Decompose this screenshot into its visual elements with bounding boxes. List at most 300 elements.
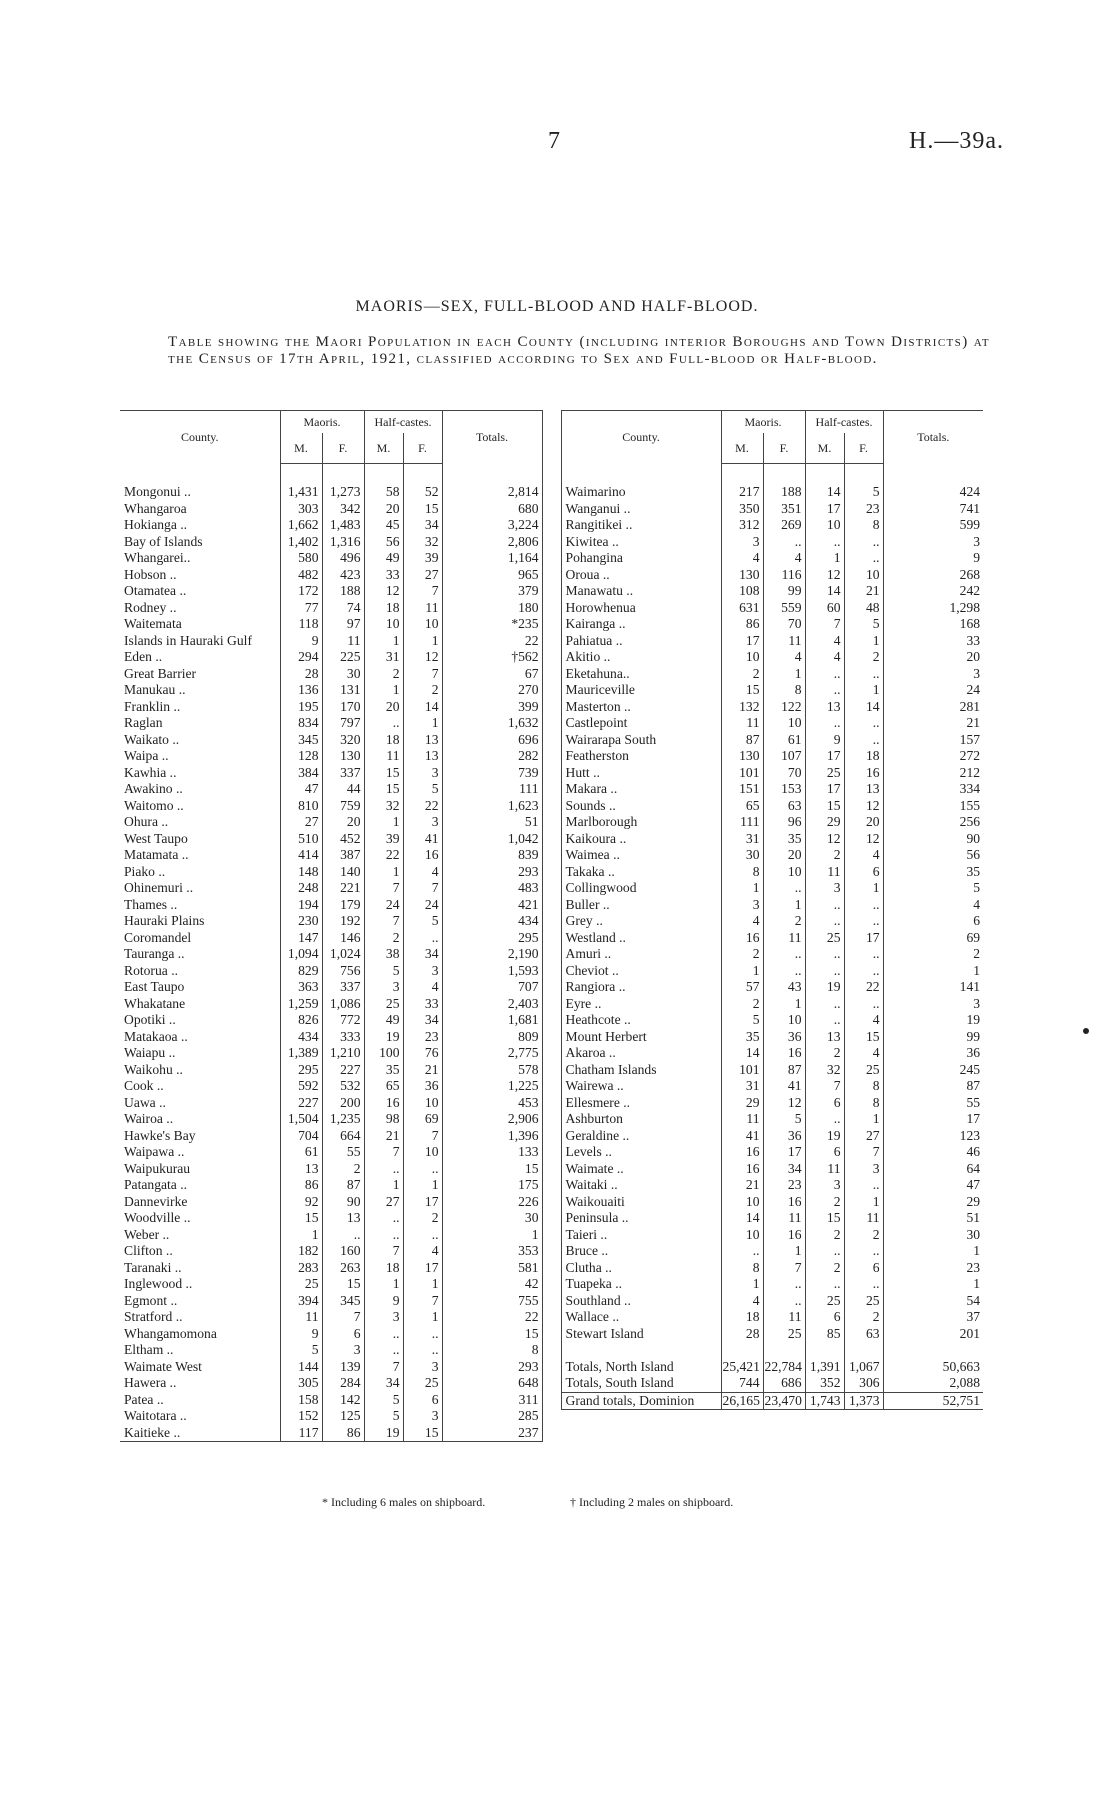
leader-dots	[699, 517, 721, 534]
half-m-cell: 9	[805, 732, 844, 749]
maoris-f-cell: 772	[322, 1012, 364, 1029]
maoris-f-cell: 333	[322, 1029, 364, 1046]
half-m-cell: 12	[364, 583, 403, 600]
maoris-m-cell: 283	[280, 1260, 322, 1277]
maoris-f-cell: 140	[322, 864, 364, 881]
maoris-m-cell: 2	[721, 996, 763, 1013]
maoris-f-cell: 11	[322, 633, 364, 650]
table-row	[120, 1161, 542, 1178]
table-row	[120, 682, 542, 699]
half-m-cell: 17	[805, 501, 844, 518]
half-f-cell: 7	[403, 1293, 442, 1310]
half-m-cell: 31	[364, 649, 403, 666]
maoris-m-cell: 345	[280, 732, 322, 749]
half-m-cell: 2	[805, 1194, 844, 1211]
half-m-cell: 5	[364, 963, 403, 980]
maoris-f-cell: 139	[322, 1359, 364, 1376]
maoris-m-cell: 5	[721, 1012, 763, 1029]
table-row	[120, 946, 542, 963]
maoris-f-cell: 188	[763, 484, 805, 501]
total-cell: 5	[973, 880, 981, 895]
half-m-cell: 18	[364, 1260, 403, 1277]
leader-dots	[699, 649, 721, 666]
table-row	[561, 517, 983, 534]
total-cell: 1	[973, 962, 981, 978]
maoris-m-cell: 3	[721, 897, 763, 914]
table-row	[561, 732, 983, 749]
maoris-f-cell: 1	[763, 897, 805, 914]
maoris-f-cell: 23	[763, 1177, 805, 1194]
leader-dots	[258, 814, 280, 831]
half-f-cell: ..	[844, 897, 883, 914]
total-cell: 578	[442, 1062, 542, 1079]
total-cell: 2,806	[442, 534, 542, 551]
leader-dots	[699, 567, 721, 584]
maoris-f-cell: 99	[763, 583, 805, 600]
total-cell: 6	[973, 913, 981, 928]
county-name: Hawke's Bay	[124, 1127, 196, 1143]
maoris-f-cell: 345	[322, 1293, 364, 1310]
north-island-totals-row	[561, 1359, 983, 1376]
maoris-m-cell: 31	[721, 831, 763, 848]
half-f-cell: 27	[844, 1128, 883, 1145]
county-name: Grey ..	[561, 913, 699, 930]
maoris-m-cell: 810	[280, 798, 322, 815]
total-cell: 54	[966, 1292, 981, 1308]
total-cell: 22	[442, 1309, 542, 1326]
county-name: Akitio ..	[561, 649, 699, 666]
leader-dots	[258, 1177, 280, 1194]
county-name: Eden ..	[124, 649, 163, 664]
half-f-header-right: F.	[844, 433, 883, 464]
maoris-m-cell: 77	[280, 600, 322, 617]
leader-dots	[699, 748, 721, 765]
half-m-cell: 11	[805, 1161, 844, 1178]
half-m-cell: 32	[805, 1062, 844, 1079]
leader-dots	[699, 1062, 721, 1079]
total-cell: 175	[442, 1177, 542, 1194]
county-name: Inglewood ..	[124, 1276, 193, 1291]
totals-header-right: Totals.	[883, 411, 983, 464]
table-row	[561, 1045, 983, 1062]
maoris-f-cell: ..	[763, 880, 805, 897]
half-m-cell: 98	[364, 1111, 403, 1128]
half-m-cell: 2	[805, 847, 844, 864]
leader-dots	[258, 798, 280, 815]
maoris-m-cell: 61	[280, 1144, 322, 1161]
half-f-cell: 1	[844, 880, 883, 897]
leader-dots	[258, 517, 280, 534]
county-name: Waimarino	[561, 484, 699, 501]
table-row	[120, 1029, 542, 1046]
half-m-cell: 7	[364, 913, 403, 930]
half-m-cell: 18	[364, 732, 403, 749]
leader-dots	[258, 1260, 280, 1277]
document-reference: H.—39a.	[909, 128, 1004, 154]
maoris-m-cell: 14	[721, 1045, 763, 1062]
half-f-cell: 36	[403, 1078, 442, 1095]
maoris-f-cell: 1,273	[322, 484, 364, 501]
table-row	[120, 501, 542, 518]
maoris-m-cell: 4	[721, 913, 763, 930]
half-m-cell: 15	[805, 798, 844, 815]
maoris-m-cell: 510	[280, 831, 322, 848]
table-row	[120, 1210, 542, 1227]
table-row	[561, 847, 983, 864]
maoris-m-cell: 829	[280, 963, 322, 980]
table-row	[120, 1276, 542, 1293]
leader-dots	[258, 1128, 280, 1145]
half-f-cell: 10	[403, 1095, 442, 1112]
leader-dots	[258, 1359, 280, 1376]
county-name: Waimea ..	[561, 847, 699, 864]
leader-dots	[258, 1425, 280, 1442]
table-row	[120, 1177, 542, 1194]
table-row	[561, 1177, 983, 1194]
county-name: East Taupo	[124, 979, 185, 994]
half-m-cell: 11	[364, 748, 403, 765]
total-cell: 29	[966, 1193, 981, 1209]
maoris-f-cell: 756	[322, 963, 364, 980]
half-f-cell: ..	[403, 1342, 442, 1359]
table-row	[561, 1111, 983, 1128]
county-name: Oroua ..	[561, 567, 699, 584]
maoris-m-cell: 1,431	[280, 484, 322, 501]
county-name: Ohinemuri ..	[124, 880, 194, 895]
maoris-m-cell: 15	[721, 682, 763, 699]
half-m-cell: ..	[805, 682, 844, 699]
maoris-m-cell: 41	[721, 1128, 763, 1145]
half-m-cell: 4	[805, 649, 844, 666]
total-cell: 268	[959, 566, 981, 582]
county-name: Sounds ..	[561, 798, 699, 815]
maoris-m-cell: 31	[721, 1078, 763, 1095]
maoris-f-cell: 20	[322, 814, 364, 831]
half-m-cell: 20	[364, 501, 403, 518]
table-row	[120, 567, 542, 584]
maoris-m-cell: 9	[280, 1326, 322, 1343]
maoris-f-cell: 225	[322, 649, 364, 666]
maoris-f-cell: 423	[322, 567, 364, 584]
county-name: Dannevirke	[124, 1193, 188, 1209]
table-row	[120, 864, 542, 881]
half-m-cell: 6	[805, 1309, 844, 1326]
table-row	[561, 1326, 983, 1343]
maoris-f-cell: 200	[322, 1095, 364, 1112]
maoris-f-cell: 130	[322, 748, 364, 765]
table-row	[120, 583, 542, 600]
half-m-cell: 352	[805, 1375, 844, 1392]
maoris-m-cell: 128	[280, 748, 322, 765]
maoris-f-cell: 4	[763, 649, 805, 666]
maoris-f-cell: 86	[322, 1425, 364, 1442]
table-row	[561, 484, 983, 501]
left-table-body	[120, 464, 542, 1442]
leader-dots	[699, 484, 721, 501]
half-m-cell: 29	[805, 814, 844, 831]
half-f-cell: 7	[403, 1128, 442, 1145]
total-cell: 295	[442, 930, 542, 947]
maoris-m-cell: 312	[721, 517, 763, 534]
county-name: Westland ..	[561, 930, 699, 947]
table-row	[120, 1227, 542, 1244]
county-name: Akaroa ..	[561, 1045, 699, 1062]
table-row	[120, 1012, 542, 1029]
county-name: Piako ..	[124, 863, 166, 879]
half-f-cell: 2	[403, 1210, 442, 1227]
half-f-cell: 15	[403, 501, 442, 518]
table-row	[561, 715, 983, 732]
half-m-cell: 32	[364, 798, 403, 815]
half-m-cell: 1,743	[805, 1392, 844, 1410]
leader-dots	[258, 1095, 280, 1112]
table-row	[561, 1062, 983, 1079]
maoris-m-cell: 25	[280, 1276, 322, 1293]
total-cell: 3,224	[442, 517, 542, 534]
total-cell: 237	[442, 1425, 542, 1442]
county-name: Awakino ..	[124, 781, 183, 796]
half-f-cell: 13	[844, 781, 883, 798]
half-f-cell: 76	[403, 1045, 442, 1062]
leader-dots	[699, 1095, 721, 1112]
half-f-cell: 17	[403, 1260, 442, 1277]
total-cell: 272	[959, 748, 981, 763]
county-name: Wairarapa South	[561, 732, 699, 749]
table-row	[120, 847, 542, 864]
county-header-right: County.	[561, 411, 721, 464]
county-name: Clutha ..	[561, 1260, 699, 1277]
maoris-m-cell: 29	[721, 1095, 763, 1112]
maoris-f-cell: 337	[322, 765, 364, 782]
half-m-cell: 7	[805, 1078, 844, 1095]
half-m-cell: 18	[364, 600, 403, 617]
maoris-m-cell: 86	[721, 616, 763, 633]
half-m-cell: 10	[805, 517, 844, 534]
maoris-m-cell: 118	[280, 616, 322, 633]
maoris-m-cell: 1	[721, 880, 763, 897]
half-castes-header-right: Half-castes.	[805, 411, 883, 434]
total-cell: *235	[442, 616, 542, 633]
half-f-cell: 16	[844, 765, 883, 782]
total-cell: 270	[442, 682, 542, 699]
leader-dots	[258, 913, 280, 930]
total-cell: 51	[442, 814, 542, 831]
half-f-cell: 3	[403, 1408, 442, 1425]
table-description	[168, 334, 994, 368]
total-cell: 15	[442, 1161, 542, 1178]
maoris-m-cell: 580	[280, 550, 322, 567]
half-f-cell: 5	[403, 913, 442, 930]
table-row	[561, 633, 983, 650]
maoris-f-cell: 125	[322, 1408, 364, 1425]
total-cell: 3	[973, 665, 981, 681]
total-cell: 87	[966, 1078, 981, 1093]
county-name: Waitotara ..	[124, 1408, 187, 1423]
table-row	[120, 633, 542, 650]
maoris-m-cell: 158	[280, 1392, 322, 1409]
county-name: Collingwood	[561, 880, 699, 897]
half-f-cell: 16	[403, 847, 442, 864]
total-cell: 22	[442, 633, 542, 650]
half-f-cell: 69	[403, 1111, 442, 1128]
maoris-f-cell: 188	[322, 583, 364, 600]
county-name: Cheviot ..	[561, 963, 699, 980]
half-f-cell: ..	[844, 550, 883, 567]
half-m-cell: 19	[364, 1029, 403, 1046]
maoris-m-cell: 248	[280, 880, 322, 897]
half-m-cell: ..	[805, 996, 844, 1013]
half-f-cell: 12	[403, 649, 442, 666]
half-f-cell: 18	[844, 748, 883, 765]
county-name: Bay of Islands	[124, 533, 203, 549]
half-f-cell: 4	[844, 847, 883, 864]
half-f-cell: 306	[844, 1375, 883, 1392]
half-m-cell: 2	[364, 930, 403, 947]
county-name: Bruce ..	[561, 1243, 699, 1260]
half-f-cell: 5	[403, 781, 442, 798]
table-row	[120, 732, 542, 749]
maoris-header: Maoris.	[280, 411, 364, 434]
maoris-m-cell: 1,389	[280, 1045, 322, 1062]
half-m-cell: 13	[805, 699, 844, 716]
maoris-f-cell: 759	[322, 798, 364, 815]
half-m-cell: 3	[805, 880, 844, 897]
maoris-f-cell: 63	[763, 798, 805, 815]
leader-dots	[258, 765, 280, 782]
maoris-f-cell: 153	[763, 781, 805, 798]
leader-dots	[699, 1078, 721, 1095]
maoris-m-cell: 1,259	[280, 996, 322, 1013]
county-name: Patangata ..	[124, 1177, 188, 1192]
half-m-cell: 1	[364, 1177, 403, 1194]
total-cell: 201	[959, 1325, 981, 1341]
total-cell: 56	[966, 847, 981, 862]
total-cell: 33	[966, 632, 981, 648]
maoris-f-cell: 1,210	[322, 1045, 364, 1062]
maoris-m-cell: 2	[721, 946, 763, 963]
maoris-m-cell: 434	[280, 1029, 322, 1046]
table-row	[120, 715, 542, 732]
table-row	[561, 1012, 983, 1029]
leader-dots	[258, 1309, 280, 1326]
county-name: Waitaki ..	[561, 1177, 699, 1194]
total-cell: 707	[442, 979, 542, 996]
leader-dots	[258, 682, 280, 699]
table-row	[561, 1260, 983, 1277]
half-m-header: M.	[364, 433, 403, 464]
table-row	[561, 880, 983, 897]
maoris-f-cell: ..	[763, 534, 805, 551]
leader-dots	[699, 1029, 721, 1046]
total-cell: 133	[442, 1144, 542, 1161]
leader-dots	[699, 699, 721, 716]
table-row	[120, 616, 542, 633]
half-m-cell: 16	[364, 1095, 403, 1112]
maoris-f-cell: 146	[322, 930, 364, 947]
county-name: Tuapeka ..	[561, 1276, 699, 1293]
maoris-f-cell: 74	[322, 600, 364, 617]
maoris-m-cell: 1,402	[280, 534, 322, 551]
county-name: Hutt ..	[561, 765, 699, 782]
half-f-cell: 11	[403, 600, 442, 617]
half-f-cell: 25	[403, 1375, 442, 1392]
half-f-cell: ..	[844, 913, 883, 930]
county-name: Coromandel	[124, 929, 192, 945]
maoris-f-cell: 107	[763, 748, 805, 765]
half-f-cell: 14	[403, 699, 442, 716]
half-f-cell: 1,373	[844, 1392, 883, 1410]
south-island-totals-row-label: Totals, South Island	[561, 1375, 699, 1392]
leader-dots	[258, 616, 280, 633]
county-name: Levels ..	[561, 1144, 699, 1161]
half-m-cell: 14	[805, 583, 844, 600]
table-row	[120, 930, 542, 947]
county-name: Chatham Islands	[561, 1062, 699, 1079]
county-name: Mauriceville	[561, 682, 699, 699]
total-cell: 1,042	[442, 831, 542, 848]
table-row	[120, 550, 542, 567]
half-f-cell: 22	[403, 798, 442, 815]
half-f-cell: ..	[844, 534, 883, 551]
half-f-cell: 13	[403, 748, 442, 765]
leader-dots	[258, 1012, 280, 1029]
half-f-cell: 1	[403, 1177, 442, 1194]
table-row	[120, 1392, 542, 1409]
half-f-cell: 32	[403, 534, 442, 551]
half-m-cell: 49	[364, 550, 403, 567]
leader-dots	[258, 831, 280, 848]
total-cell: 242	[959, 583, 981, 598]
total-cell: 15	[442, 1326, 542, 1343]
total-cell: 168	[959, 616, 981, 631]
half-f-cell: 3	[403, 814, 442, 831]
maoris-m-cell: 101	[721, 1062, 763, 1079]
half-f-cell: 15	[403, 1425, 442, 1442]
leader-dots	[699, 963, 721, 980]
total-cell: 1,164	[442, 550, 542, 567]
maoris-f-cell: 1	[763, 1243, 805, 1260]
leader-dots	[699, 1128, 721, 1145]
maoris-f-cell: 4	[763, 550, 805, 567]
total-cell: 2,906	[442, 1111, 542, 1128]
total-cell: 353	[442, 1243, 542, 1260]
maoris-f-cell: 1	[763, 996, 805, 1013]
leader-dots	[258, 748, 280, 765]
total-cell: 1	[973, 1243, 981, 1258]
table-row	[561, 996, 983, 1013]
maoris-m-cell: 18	[721, 1309, 763, 1326]
maoris-f-cell: 1,235	[322, 1111, 364, 1128]
half-f-cell: 7	[403, 666, 442, 683]
table-row	[561, 1276, 983, 1293]
total-cell: 739	[442, 765, 542, 782]
leader-dots	[258, 1326, 280, 1343]
maoris-f-cell: 61	[763, 732, 805, 749]
total-cell: 1,623	[442, 798, 542, 815]
leader-dots	[258, 1045, 280, 1062]
table-row	[561, 765, 983, 782]
half-f-cell: 4	[844, 1012, 883, 1029]
maoris-m-cell: 8	[721, 864, 763, 881]
total-cell: 1,681	[442, 1012, 542, 1029]
half-m-cell: 60	[805, 600, 844, 617]
leader-dots	[699, 831, 721, 848]
maoris-m-cell: 132	[721, 699, 763, 716]
county-name: Patea ..	[124, 1391, 164, 1407]
county-name: Kaikoura ..	[561, 831, 699, 848]
county-name: Rangitikei ..	[561, 517, 699, 534]
total-cell: 30	[442, 1210, 542, 1227]
